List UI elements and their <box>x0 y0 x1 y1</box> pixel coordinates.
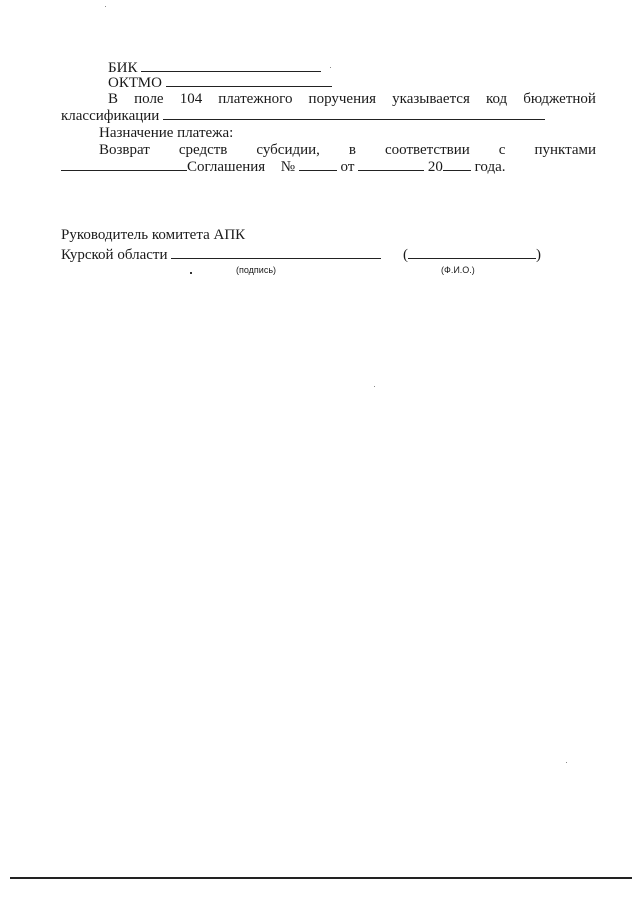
points-blank[interactable] <box>61 158 187 171</box>
signatory-region-row <box>61 246 381 263</box>
bottom-rule <box>10 877 632 879</box>
fio-row <box>403 246 541 263</box>
agreement-number-blank[interactable] <box>299 158 337 171</box>
field104-line2 <box>61 107 545 124</box>
year-word: года. <box>474 159 506 175</box>
bik-label: БИК <box>108 60 138 76</box>
field104-word: платежного <box>218 91 293 107</box>
scan-speck <box>330 67 331 68</box>
oktmo-blank[interactable] <box>166 74 332 87</box>
signatory-region: Курской области <box>61 247 168 263</box>
fio-caption: (Ф.И.О.) <box>441 265 475 275</box>
purpose-word: в <box>348 142 356 158</box>
classification-blank[interactable] <box>163 107 545 120</box>
purpose-word: Возврат <box>99 142 150 158</box>
bik-blank[interactable] <box>141 59 321 72</box>
signature-blank[interactable] <box>171 246 381 259</box>
oktmo-label: ОКТМО <box>108 75 162 91</box>
field104-word: поле <box>134 91 164 107</box>
number-sign: № <box>280 159 296 175</box>
purpose-heading: Назначение платежа: <box>99 125 234 141</box>
field104-word: В <box>108 91 119 107</box>
ink-dot <box>190 272 192 274</box>
agreement-word: Соглашения <box>187 159 266 175</box>
oktmo-row <box>108 74 332 91</box>
field104-word: 104 <box>179 91 203 107</box>
purpose-line1 <box>99 142 596 158</box>
field104-line1 <box>108 91 596 107</box>
field104-word: код <box>485 91 508 107</box>
fio-open-paren: ( <box>403 247 408 263</box>
purpose-word: пунктами <box>534 142 596 158</box>
from-word: от <box>340 159 355 175</box>
fio-blank[interactable] <box>408 246 536 259</box>
purpose-word: соответствии <box>385 142 470 158</box>
purpose-line2 <box>61 158 506 175</box>
purpose-word: субсидии, <box>256 142 320 158</box>
fio-close-paren: ) <box>536 247 541 263</box>
classification-label: классификации <box>61 108 160 124</box>
field104-word: поручения <box>308 91 377 107</box>
scan-speck <box>374 386 375 387</box>
scan-speck <box>105 6 106 7</box>
purpose-word: с <box>498 142 506 158</box>
year-blank[interactable] <box>443 158 471 171</box>
signatory-title: Руководитель комитета АПК <box>61 227 246 243</box>
signature-caption: (подпись) <box>236 265 277 275</box>
scan-speck <box>566 762 567 763</box>
agreement-date-blank[interactable] <box>358 158 424 171</box>
year-prefix: 20 <box>427 159 443 175</box>
purpose-word: средств <box>178 142 228 158</box>
field104-word: указывается <box>392 91 470 107</box>
field104-word: бюджетной <box>523 91 596 107</box>
